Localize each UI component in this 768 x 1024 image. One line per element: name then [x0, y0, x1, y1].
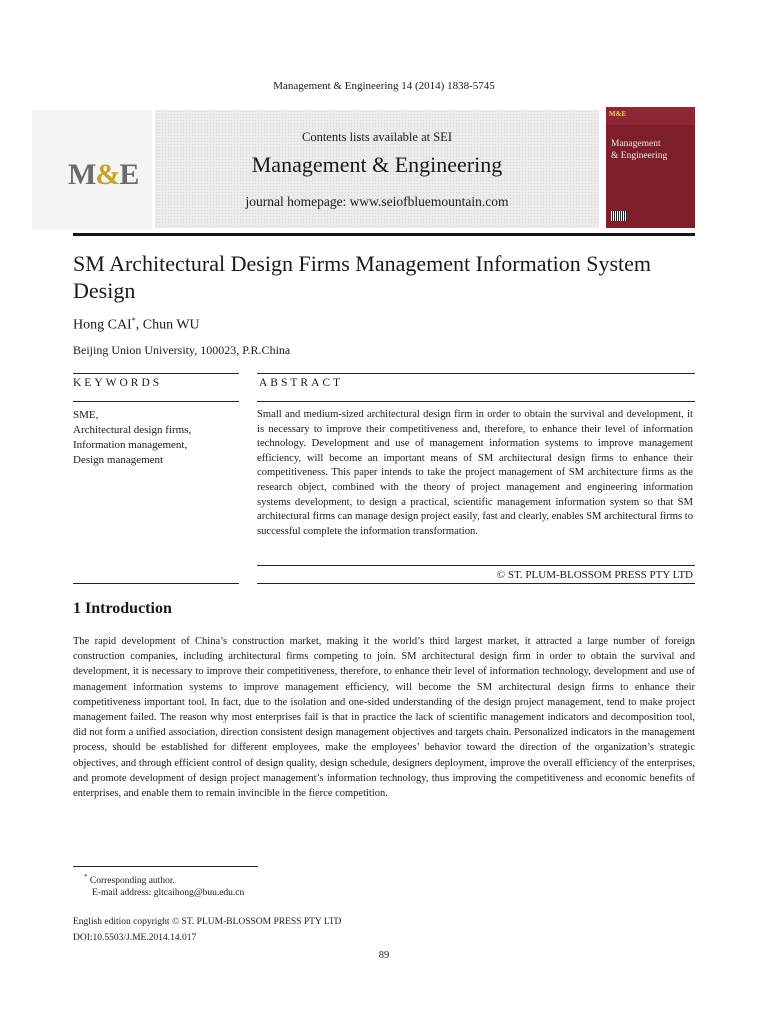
abstract-header-rule [257, 401, 695, 402]
keywords-list [73, 408, 191, 468]
contents-available-line: Contents lists available at SEI [302, 130, 452, 144]
journal-cover-image [606, 107, 695, 228]
abstract-bottom-rule [257, 565, 695, 566]
abstract-heading: ABSTRACT [259, 377, 344, 389]
journal-homepage: journal homepage: www.seiofbluemountain.com [245, 194, 509, 209]
keyword-item: Information management, [73, 439, 188, 451]
author-name: Hong CAI [73, 317, 132, 333]
cover-title-line1: Management [611, 139, 661, 149]
author-line: Hong CAI*, Chun WU [73, 316, 200, 333]
cover-title-line2: & Engineering [611, 151, 668, 161]
page-number: 89 [378, 950, 390, 961]
author-name: Chun WU [142, 317, 200, 333]
keyword-item: Architectural design firms, [73, 424, 192, 436]
abstract-top-rule [257, 373, 695, 374]
corresponding-mark: * [131, 316, 136, 325]
footnote-rule [73, 866, 258, 867]
introduction-body: The rapid development of China’s construction market, making it the world’s third largest market, it attracted a large number of foreign construction companies, including architectural firms competing to join. SM architectural design firm in order to obtain the survival and development, it is necessary to improve their competitiveness, therefore, to enhance their level of information technology, development and use of management information systems to improve management efficiency, will become the SM architectural design firms to enhance their competitiveness important tool. In fact, due to the isolation and one-sided understanding of the design project management, tend to make project management failed. The reason why most enterprises fail is that in practice the lack of scientific management indicators and decomposition tool, did not form a unified association, direction consistent design management objectives and targets chain. Personalized indicators in the management process, should be established for different employees, make the employees’ behavior toward the direction of the organization’s strategic objectives, and through efficient control of design quality, design schedule, designers deployment, improve the overall efficiency of the enterprises, and promote development of design project management’s information technology, thus improving the competitiveness and economic benefits of enterprises, and enable them to remain invincible in the fierce competition. [73, 636, 695, 800]
abstract-end-rule [257, 583, 695, 584]
journal-citation-line: Management & Engineering 14 (2014) 1838-5745 [273, 80, 495, 92]
paper-title: SM Architectural Design Firms Management Information System Design [73, 251, 652, 303]
cover-logo: M&E [609, 110, 627, 118]
footnote-corresponding: * Corresponding author. [84, 873, 175, 887]
keyword-item: SME, [73, 409, 99, 421]
keywords-top-rule [73, 373, 239, 374]
keywords-bottom-rule [73, 583, 239, 584]
abstract-copyright: © ST. PLUM-BLOSSOM PRESS PTY LTD [496, 569, 693, 581]
keyword-item: Design management [73, 454, 164, 466]
publisher-logo: M&E [68, 158, 139, 191]
affiliation: Beijing Union University, 100023, P.R.China [73, 343, 291, 357]
section-heading: 1 Introduction [73, 600, 172, 617]
keywords-header-rule [73, 401, 239, 402]
journal-title: Management & Engineering [251, 152, 503, 177]
header-divider [73, 233, 695, 236]
cover-title [611, 138, 667, 162]
cover-barcode [611, 211, 627, 221]
footer-doi: DOI:10.5503/J.ME.2014.14.017 [73, 933, 197, 943]
footnote-email: E-mail address: gltcaihong@buu.edu.cn [92, 888, 245, 898]
footer-copyright: English edition copyright © ST. PLUM-BLOSSOM PRESS PTY LTD [73, 917, 342, 927]
keywords-heading: KEYWORDS [73, 377, 163, 389]
abstract-body: Small and medium-sized architectural design firm in order to obtain the survival and development, it is necessary to improve their competitiveness and, therefore, to enhance their level of information technology. Development and use of management information systems to improve management efficiency, will become an important means of SM architectural design firms to enhance their competitiveness. This paper intends to take the project management of SM architecture firms as the research object, combined with the theory of project management and engineering information systems development, to design a practical, scientific management information system so that SM architectural firms can manage design project easily, fast and clearly, enables SM architectural firms to successful complete the information transformation. [257, 409, 693, 537]
